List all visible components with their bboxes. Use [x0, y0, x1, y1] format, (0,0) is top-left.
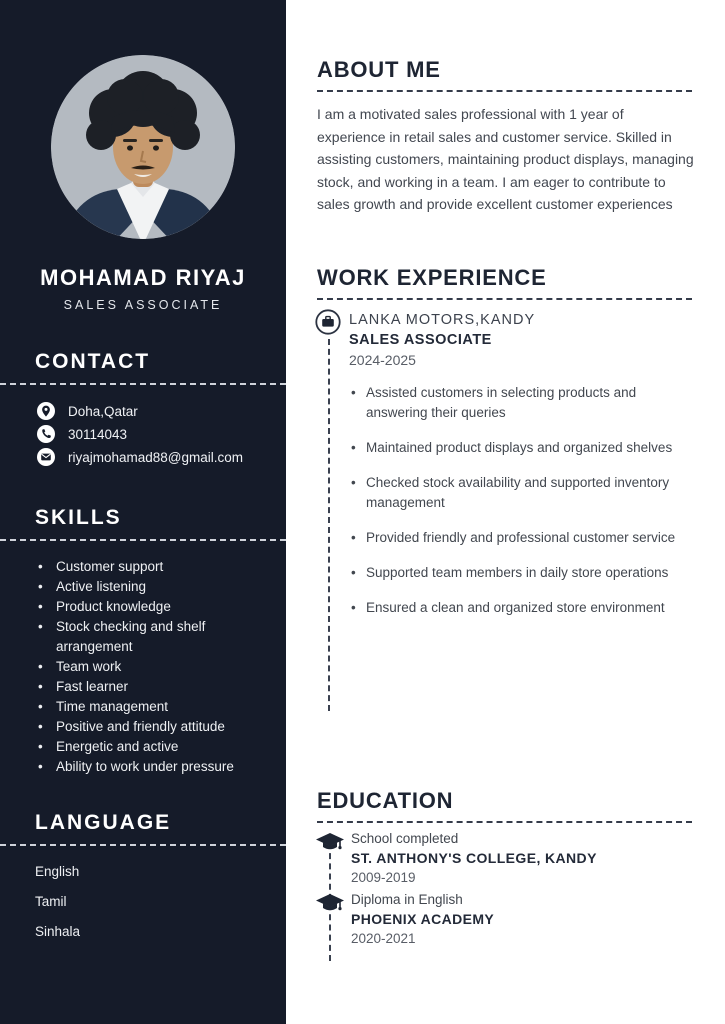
education-divider	[317, 821, 692, 823]
skill-item: • Product knowledge	[38, 597, 255, 617]
skill-item: • Energetic and active	[38, 737, 255, 757]
person-name: MOHAMAD RIYAJ	[40, 265, 246, 290]
skill-item: • Ability to work under pressure	[38, 757, 255, 777]
email-icon	[37, 448, 55, 466]
skills-list	[0, 557, 255, 777]
work-experience-section	[317, 265, 692, 633]
language-item: Tamil	[35, 894, 67, 909]
contact-row-location	[0, 402, 286, 420]
language-list	[0, 864, 286, 939]
work-entry	[317, 309, 692, 618]
work-timeline-line	[328, 339, 330, 711]
contact-location-text: Doha,Qatar	[68, 403, 138, 419]
education-school: ST. ANTHONY'S COLLEGE, KANDY	[351, 850, 597, 866]
education-period: 2020-2021	[351, 931, 416, 946]
avatar-illustration	[51, 55, 235, 239]
contact-row-email	[0, 448, 286, 466]
about-divider	[317, 90, 692, 92]
contact-heading: CONTACT	[35, 350, 151, 373]
contact-section	[0, 350, 286, 466]
education-degree: Diploma in English	[351, 892, 463, 907]
skill-item: • Fast learner	[38, 677, 255, 697]
education-period: 2009-2019	[351, 870, 416, 885]
skills-divider	[0, 539, 286, 541]
graduation-cap-icon	[315, 832, 345, 854]
education-school: PHOENIX ACADEMY	[351, 911, 495, 927]
language-divider	[0, 844, 286, 846]
phone-icon	[37, 425, 55, 443]
work-bullet: • Maintained product displays and organized shelves	[349, 438, 694, 458]
work-period: 2024-2025	[349, 352, 416, 368]
work-bullet: • Supported team members in daily store operations	[349, 563, 694, 583]
briefcase-icon	[315, 309, 341, 335]
work-bullet-list	[349, 383, 694, 618]
education-heading: EDUCATION	[317, 788, 454, 813]
work-bullet: • Checked stock availability and supported inventory management	[349, 473, 694, 513]
education-entries	[317, 831, 692, 946]
about-text: I am a motivated sales professional with 1 year of experience in retail sales and customer service. Skilled in assisting customers, maintaining product displays, managing stock, and working in a team. I am eager to contribute to sales growth and provide excellent customer experiences	[317, 106, 694, 212]
contact-divider	[0, 383, 286, 385]
skill-item: • Active listening	[38, 577, 255, 597]
contact-rows	[0, 402, 286, 466]
sidebar	[0, 0, 286, 1024]
language-heading: LANGUAGE	[35, 811, 172, 834]
skill-item: • Customer support	[38, 557, 255, 577]
about-heading: ABOUT ME	[317, 57, 441, 82]
person-title: SALES ASSOCIATE	[63, 298, 223, 312]
skill-item: • Positive and friendly attitude	[38, 717, 255, 737]
education-entry	[317, 831, 692, 885]
language-item: English	[35, 864, 80, 879]
education-degree: School completed	[351, 831, 459, 846]
skill-item: • Stock checking and shelf arrangement	[38, 617, 255, 657]
skill-item: • Team work	[38, 657, 255, 677]
education-entry	[317, 892, 692, 946]
contact-email-text: riyajmohamad88@gmail.com	[68, 449, 244, 465]
work-bullet: • Ensured a clean and organized store environment	[349, 598, 694, 618]
skills-section	[0, 506, 286, 777]
work-role: SALES ASSOCIATE	[349, 332, 492, 348]
work-bullet: • Provided friendly and professional customer service	[349, 528, 694, 548]
contact-phone-text: 30114043	[68, 426, 128, 442]
language-item: Sinhala	[35, 924, 81, 939]
education-section	[317, 788, 692, 953]
language-section	[0, 811, 286, 939]
skill-item: • Time management	[38, 697, 255, 717]
contact-row-phone	[0, 425, 286, 443]
graduation-cap-icon	[315, 893, 345, 915]
location-pin-icon	[37, 402, 55, 420]
work-divider	[317, 298, 692, 300]
work-heading: WORK EXPERIENCE	[317, 265, 547, 290]
work-company: LANKA MOTORS,KANDY	[349, 312, 536, 328]
work-bullet: • Assisted customers in selecting products and answering their queries	[349, 383, 694, 423]
skills-heading: SKILLS	[35, 506, 122, 529]
profile-photo	[51, 55, 235, 239]
about-section	[317, 57, 692, 216]
